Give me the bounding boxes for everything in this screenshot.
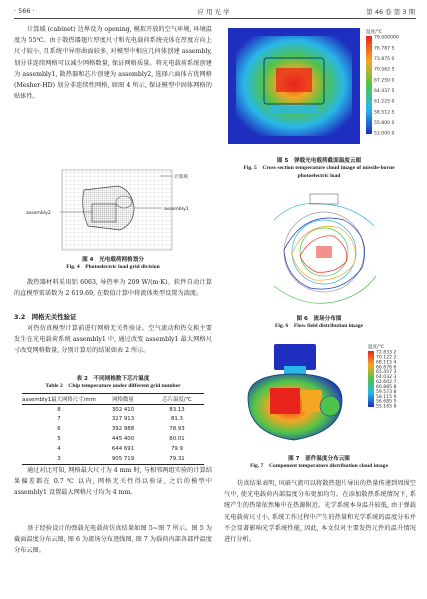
fig6-caption-en: Fig. 6 Flow field distribution image (274, 323, 364, 329)
paragraph-intro: 计算域 (cabinet) 边界设为 opening, 模拟开放的空气环境, 环境温度为 55℃。由于散热器翅片厚度尺寸和光电载荷系统壳体在厚度方向上尺寸较小, 且系统中异形曲面较多, 对模型中相应几何体创建 assembly, 划分非连续网格可以减少网格数量, 保证网格质量。将光电载荷系统创建为 assembly1, 散热器和芯片创建为 assembly2, 选择六面体占优网格 (Mesher-HD) 划分非连续性网格, 如图 4 所示, 保证模型中固体网格的贴体性。 (14, 26, 212, 101)
table-cell: 3 (22, 454, 96, 464)
table-cell: 644 691 (111, 445, 135, 452)
label-assembly1: assembly1 (164, 207, 189, 212)
figure-6-flow-field (254, 190, 394, 312)
table-cell: 7 (57, 416, 61, 423)
table-2 (22, 393, 204, 465)
label-cabinet: 计算域 (174, 175, 188, 180)
legend-value: 61.225 0 (374, 99, 395, 105)
table-row (22, 404, 204, 414)
fig7-legend-values (376, 350, 397, 410)
fig6-caption-cn: 图 6 流场分布图 (296, 316, 342, 322)
paragraph-results-intro: 基于经验设计的弹载光电载荷仿真结果如图 5~图 7 所示。图 5 为截面温度分布云图, 图 6 为流场分布迹线图, 图 7 为载荷内部各部件温度分布云图。 (14, 525, 212, 555)
table-cell: 327 913 (111, 416, 135, 423)
table-cell: 79.9 (170, 445, 183, 452)
table2-caption-cn: 表 2 不同网格数下芯片温度 (76, 376, 150, 382)
table-cell: 79.31 (150, 454, 204, 464)
legend-value: 58.115 9 (376, 394, 397, 400)
header-rule (14, 18, 416, 19)
fig4-caption-cn: 图 4 光电载荷网格划分 (82, 257, 144, 263)
table-row (22, 415, 204, 425)
table2-caption-en: Table 2 Chip temperature under different grid number (45, 383, 181, 389)
table-cell: 392 988 (111, 426, 135, 433)
legend-value: 73.875 0 (374, 56, 395, 62)
legend-value: 76.787 5 (374, 46, 395, 52)
table-row (22, 424, 204, 434)
journal-name: 应 用 光 学 (197, 8, 230, 16)
legend-value: 65.457 3 (376, 370, 397, 376)
paragraph-material: 散热器材料采用铝 6063, 导热率为 209 W/(m·K)。软件自动计算的直模型雷诺数为 2 619.69, 在数值计算中将流体类型设置为湍流。 (14, 279, 212, 298)
mesh-drawing (22, 168, 208, 252)
legend-value: 60.885 8 (376, 384, 397, 390)
paragraph-grid-verify: 对热仿真模型计算前进行网格无关性验证。空气流动和热交换主要发生在光电载荷系统 assembly1 中, 通过改变 assembly1 最大网格尺寸改变网格数量, 分别计算后的结果如表 2 所示。 (14, 325, 212, 355)
table-cell: 8 (57, 406, 61, 413)
legend-value: 58.512 5 (374, 110, 395, 116)
legend-value: 55.800 0 (374, 120, 395, 126)
legend-value: 59.573 8 (376, 389, 397, 395)
thermal-section-image (224, 24, 414, 152)
table-cell: 83.13 (169, 406, 185, 413)
fig7-legend-title: 温度/℃ (368, 345, 384, 350)
table-header: 网格数量 (96, 394, 150, 405)
legend-value: 64.437 5 (374, 88, 395, 94)
table-header-row (22, 394, 204, 405)
table-header: 芯片温度/℃ (150, 394, 204, 405)
fig4-caption-en: Fig. 4 Photoelectric load grid division (66, 264, 160, 270)
table-cell: 5 (57, 436, 61, 443)
fig5-caption-en: Fig. 5 Cross section temperature cloud image of missile-borne photoelectric load (243, 165, 395, 179)
legend-value: 66.876 6 (376, 365, 397, 371)
hot-component (270, 388, 300, 414)
volume-issue: 第 46 卷 第 3 期 (366, 8, 415, 16)
fig7-colorbar (368, 351, 374, 407)
table-row (22, 444, 204, 454)
page-number: · 566 · (14, 7, 35, 15)
legend-value: 53.000 0 (374, 131, 395, 137)
legend-value: 56.685 5 (376, 399, 397, 405)
flow-field-image (254, 190, 394, 312)
fig5-colorbar (366, 36, 372, 134)
fig5-legend-title: 温度/℃ (366, 30, 382, 35)
legend-value: 62.602 7 (376, 380, 397, 386)
legend-value: 68.115 4 (376, 360, 397, 366)
fig5-legend-values (374, 35, 399, 137)
legend-value: 64.032 3 (376, 375, 397, 381)
legend-value: 55.165 8 (376, 404, 397, 410)
fig5-caption-cn: 图 5 弹载光电载荷截面温度云图 (276, 158, 362, 164)
table-cell: 302 410 (111, 406, 135, 413)
legend-value: 70.122 2 (376, 355, 397, 361)
table-header: assembly1最大网格尺寸/mm (22, 394, 96, 405)
table-cell: 905 719 (96, 454, 150, 464)
legend-value: 67.250 0 (374, 78, 395, 84)
label-assembly2: assembly2 (26, 211, 51, 216)
fig7-caption-cn: 图 7 部件温度分布云图 (288, 456, 350, 462)
table-cell: 4 (57, 445, 61, 452)
section-heading-3-2: 3.2 网格无关性验证 (14, 313, 77, 321)
table-row (22, 454, 204, 464)
legend-value: 72.833 2 (376, 350, 397, 356)
assembly2-mesh (92, 204, 116, 222)
table-cell: 445 400 (111, 436, 135, 443)
component-temp-image (226, 340, 414, 450)
paragraph-simulation-results: 仿真结果表明, 风扇气流可以将散热翅片导出的热量传递到周围空气中, 使光电载荷内部温度分布更加均匀。在添加散热系统情况下, 系统产生的热量依然集中在热源附近。光学系统本身温升较低, 由于弹载光电载荷尺寸小, 系统工作过程中产生的热量和光学系统的温度分布并不会显著影响光学系统性能, 因此, 本文仅对主要发热元件的温升情况进行分析。 (224, 480, 416, 544)
table-cell: 80.01 (169, 436, 185, 443)
figure-5-thermal-section (224, 24, 414, 152)
table-cell: 78.93 (169, 426, 185, 433)
fig7-caption-en: Fig. 7 Component temperature distribution cloud image (250, 463, 388, 469)
figure-4-mesh (22, 168, 208, 252)
figure-7-component-temperature (226, 340, 414, 450)
table-cell: 81.3 (170, 416, 183, 423)
table-row (22, 434, 204, 444)
legend-value: 70.562 5 (374, 67, 395, 73)
table-cell: 6 (57, 426, 61, 433)
hot-core (276, 68, 312, 92)
legend-value: 79.000000 (374, 35, 399, 41)
paragraph-conclusion: 通过对比可知, 网格最大尺寸为 4 mm 时, 与相邻两组实验的计算结果偏差都在 0.7 ℃ 以内, 网格无关性得以验证, 之后的模型中 assembly1 设置最大网格尺寸均为 4 mm。 (14, 467, 212, 497)
